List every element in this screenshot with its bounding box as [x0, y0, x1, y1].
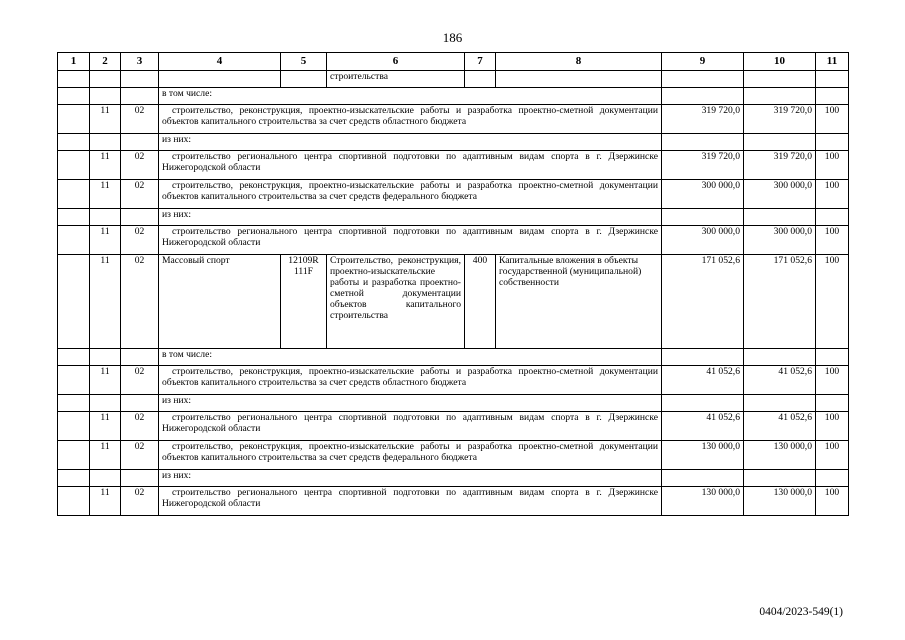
document-code: 0404/2023-549(1) [759, 606, 843, 618]
value-col10: 130 000,0 [744, 441, 816, 470]
value-col9: 300 000,0 [662, 226, 744, 255]
in-total-row [58, 349, 849, 366]
section-code: 11 [90, 255, 121, 349]
of-them-row [58, 395, 849, 412]
section-code: 11 [90, 105, 121, 134]
table-row [58, 180, 849, 209]
subsection-code: 02 [121, 366, 159, 395]
percent-col11: 100 [816, 487, 849, 516]
value-col9: 319 720,0 [662, 151, 744, 180]
value-col10: 319 720,0 [744, 151, 816, 180]
value-col10: 319 720,0 [744, 105, 816, 134]
table-row [58, 226, 849, 255]
of-them-row [58, 209, 849, 226]
col-header-10: 10 [744, 53, 816, 71]
col-header-6: 6 [327, 53, 465, 71]
value-col9: 41 052,6 [662, 412, 744, 441]
in-total-label: в том числе: [159, 88, 662, 105]
value-col9: 130 000,0 [662, 487, 744, 516]
section-code: 11 [90, 180, 121, 209]
table-row [58, 366, 849, 395]
subsection-code: 02 [121, 180, 159, 209]
col-header-1: 1 [58, 53, 90, 71]
percent-col11: 100 [816, 180, 849, 209]
col-header-3: 3 [121, 53, 159, 71]
col-header-5: 5 [281, 53, 327, 71]
col-header-2: 2 [90, 53, 121, 71]
of-them-row [58, 134, 849, 151]
value-col9: 319 720,0 [662, 105, 744, 134]
row-description: строительство регионального центра спортивной подготовки по адаптивным видам спорта в г. Дзержинске Нижегородской области [159, 487, 662, 516]
subsection-code: 02 [121, 487, 159, 516]
subsection-code: 02 [121, 441, 159, 470]
page-number: 186 [442, 30, 463, 45]
percent-col11: 100 [816, 151, 849, 180]
of-them-label: из них: [159, 395, 662, 412]
section-code: 11 [90, 441, 121, 470]
table-row [58, 412, 849, 441]
subsection-code: 02 [121, 105, 159, 134]
percent-col11: 100 [816, 366, 849, 395]
of-them-label: из них: [159, 470, 662, 487]
row-description: строительство, реконструкция, проектно-изыскательские работы и разработка проектно-сметной документации объектов капитального строительства за счет средств областного бюджета [159, 105, 662, 134]
row-description: строительство регионального центра спортивной подготовки по адаптивным видам спорта в г. Дзержинске Нижегородской области [159, 412, 662, 441]
section-code: 11 [90, 412, 121, 441]
subsection-code: 02 [121, 226, 159, 255]
subsection-code: 02 [121, 255, 159, 349]
percent-col11: 100 [816, 226, 849, 255]
row-description: строительство регионального центра спортивной подготовки по адаптивным видам спорта в г. Дзержинске Нижегородской области [159, 151, 662, 180]
col-header-9: 9 [662, 53, 744, 71]
value-col9: 130 000,0 [662, 441, 744, 470]
section-code: 11 [90, 151, 121, 180]
percent-col11: 100 [816, 441, 849, 470]
value-col9: 171 052,6 [662, 255, 744, 349]
row-section-name: Массовый спорт [159, 255, 281, 349]
row-program-name: Строительство, реконструкция, проектно-изыскательские работы и разработка проектно-сметной документации объектов капитального строительства [327, 255, 465, 349]
of-them-label: из них: [159, 134, 662, 151]
percent-col11: 100 [816, 412, 849, 441]
percent-col11: 100 [816, 105, 849, 134]
in-total-label: в том числе: [159, 349, 662, 366]
value-col10: 41 052,6 [744, 412, 816, 441]
section-code: 11 [90, 487, 121, 516]
col-header-7: 7 [465, 53, 496, 71]
section-code: 11 [90, 366, 121, 395]
budget-table [57, 52, 849, 516]
subsection-code: 02 [121, 151, 159, 180]
percent-col11: 100 [816, 255, 849, 349]
col-header-11: 11 [816, 53, 849, 71]
table-row [58, 487, 849, 516]
value-col10: 300 000,0 [744, 226, 816, 255]
value-col10: 300 000,0 [744, 180, 816, 209]
expense-type-code: 400 [465, 255, 496, 349]
value-col9: 41 052,6 [662, 366, 744, 395]
of-them-label: из них: [159, 209, 662, 226]
row-description: строительство, реконструкция, проектно-изыскательские работы и разработка проектно-сметной документации объектов капитального строительства за счет средств федерального бюджета [159, 180, 662, 209]
value-col10: 171 052,6 [744, 255, 816, 349]
col-header-8: 8 [496, 53, 662, 71]
of-them-row [58, 470, 849, 487]
in-total-row [58, 88, 849, 105]
col-header-4: 4 [159, 53, 281, 71]
header-row [58, 53, 849, 71]
row-description: строительство, реконструкция, проектно-изыскательские работы и разработка проектно-сметной документации объектов капитального строительства за счет средств областного бюджета [159, 366, 662, 395]
section-code: 11 [90, 226, 121, 255]
row-description: строительство, реконструкция, проектно-изыскательские работы и разработка проектно-сметной документации объектов капитального строительства за счет средств федерального бюджета [159, 441, 662, 470]
subsection-code: 02 [121, 412, 159, 441]
target-article-code: 12109R 111F [281, 255, 327, 349]
value-col10: 130 000,0 [744, 487, 816, 516]
expense-type-name: Капитальные вложения в объекты государственной (муниципальной) собственности [496, 255, 662, 349]
continuation-row [58, 71, 849, 88]
row-description: строительство регионального центра спортивной подготовки по адаптивным видам спорта в г. Дзержинске Нижегородской области [159, 226, 662, 255]
value-col9: 300 000,0 [662, 180, 744, 209]
table-row [58, 151, 849, 180]
continuation-text: строительства [327, 71, 465, 88]
table-row [58, 105, 849, 134]
table-row [58, 441, 849, 470]
value-col10: 41 052,6 [744, 366, 816, 395]
table-row-main [58, 255, 849, 349]
